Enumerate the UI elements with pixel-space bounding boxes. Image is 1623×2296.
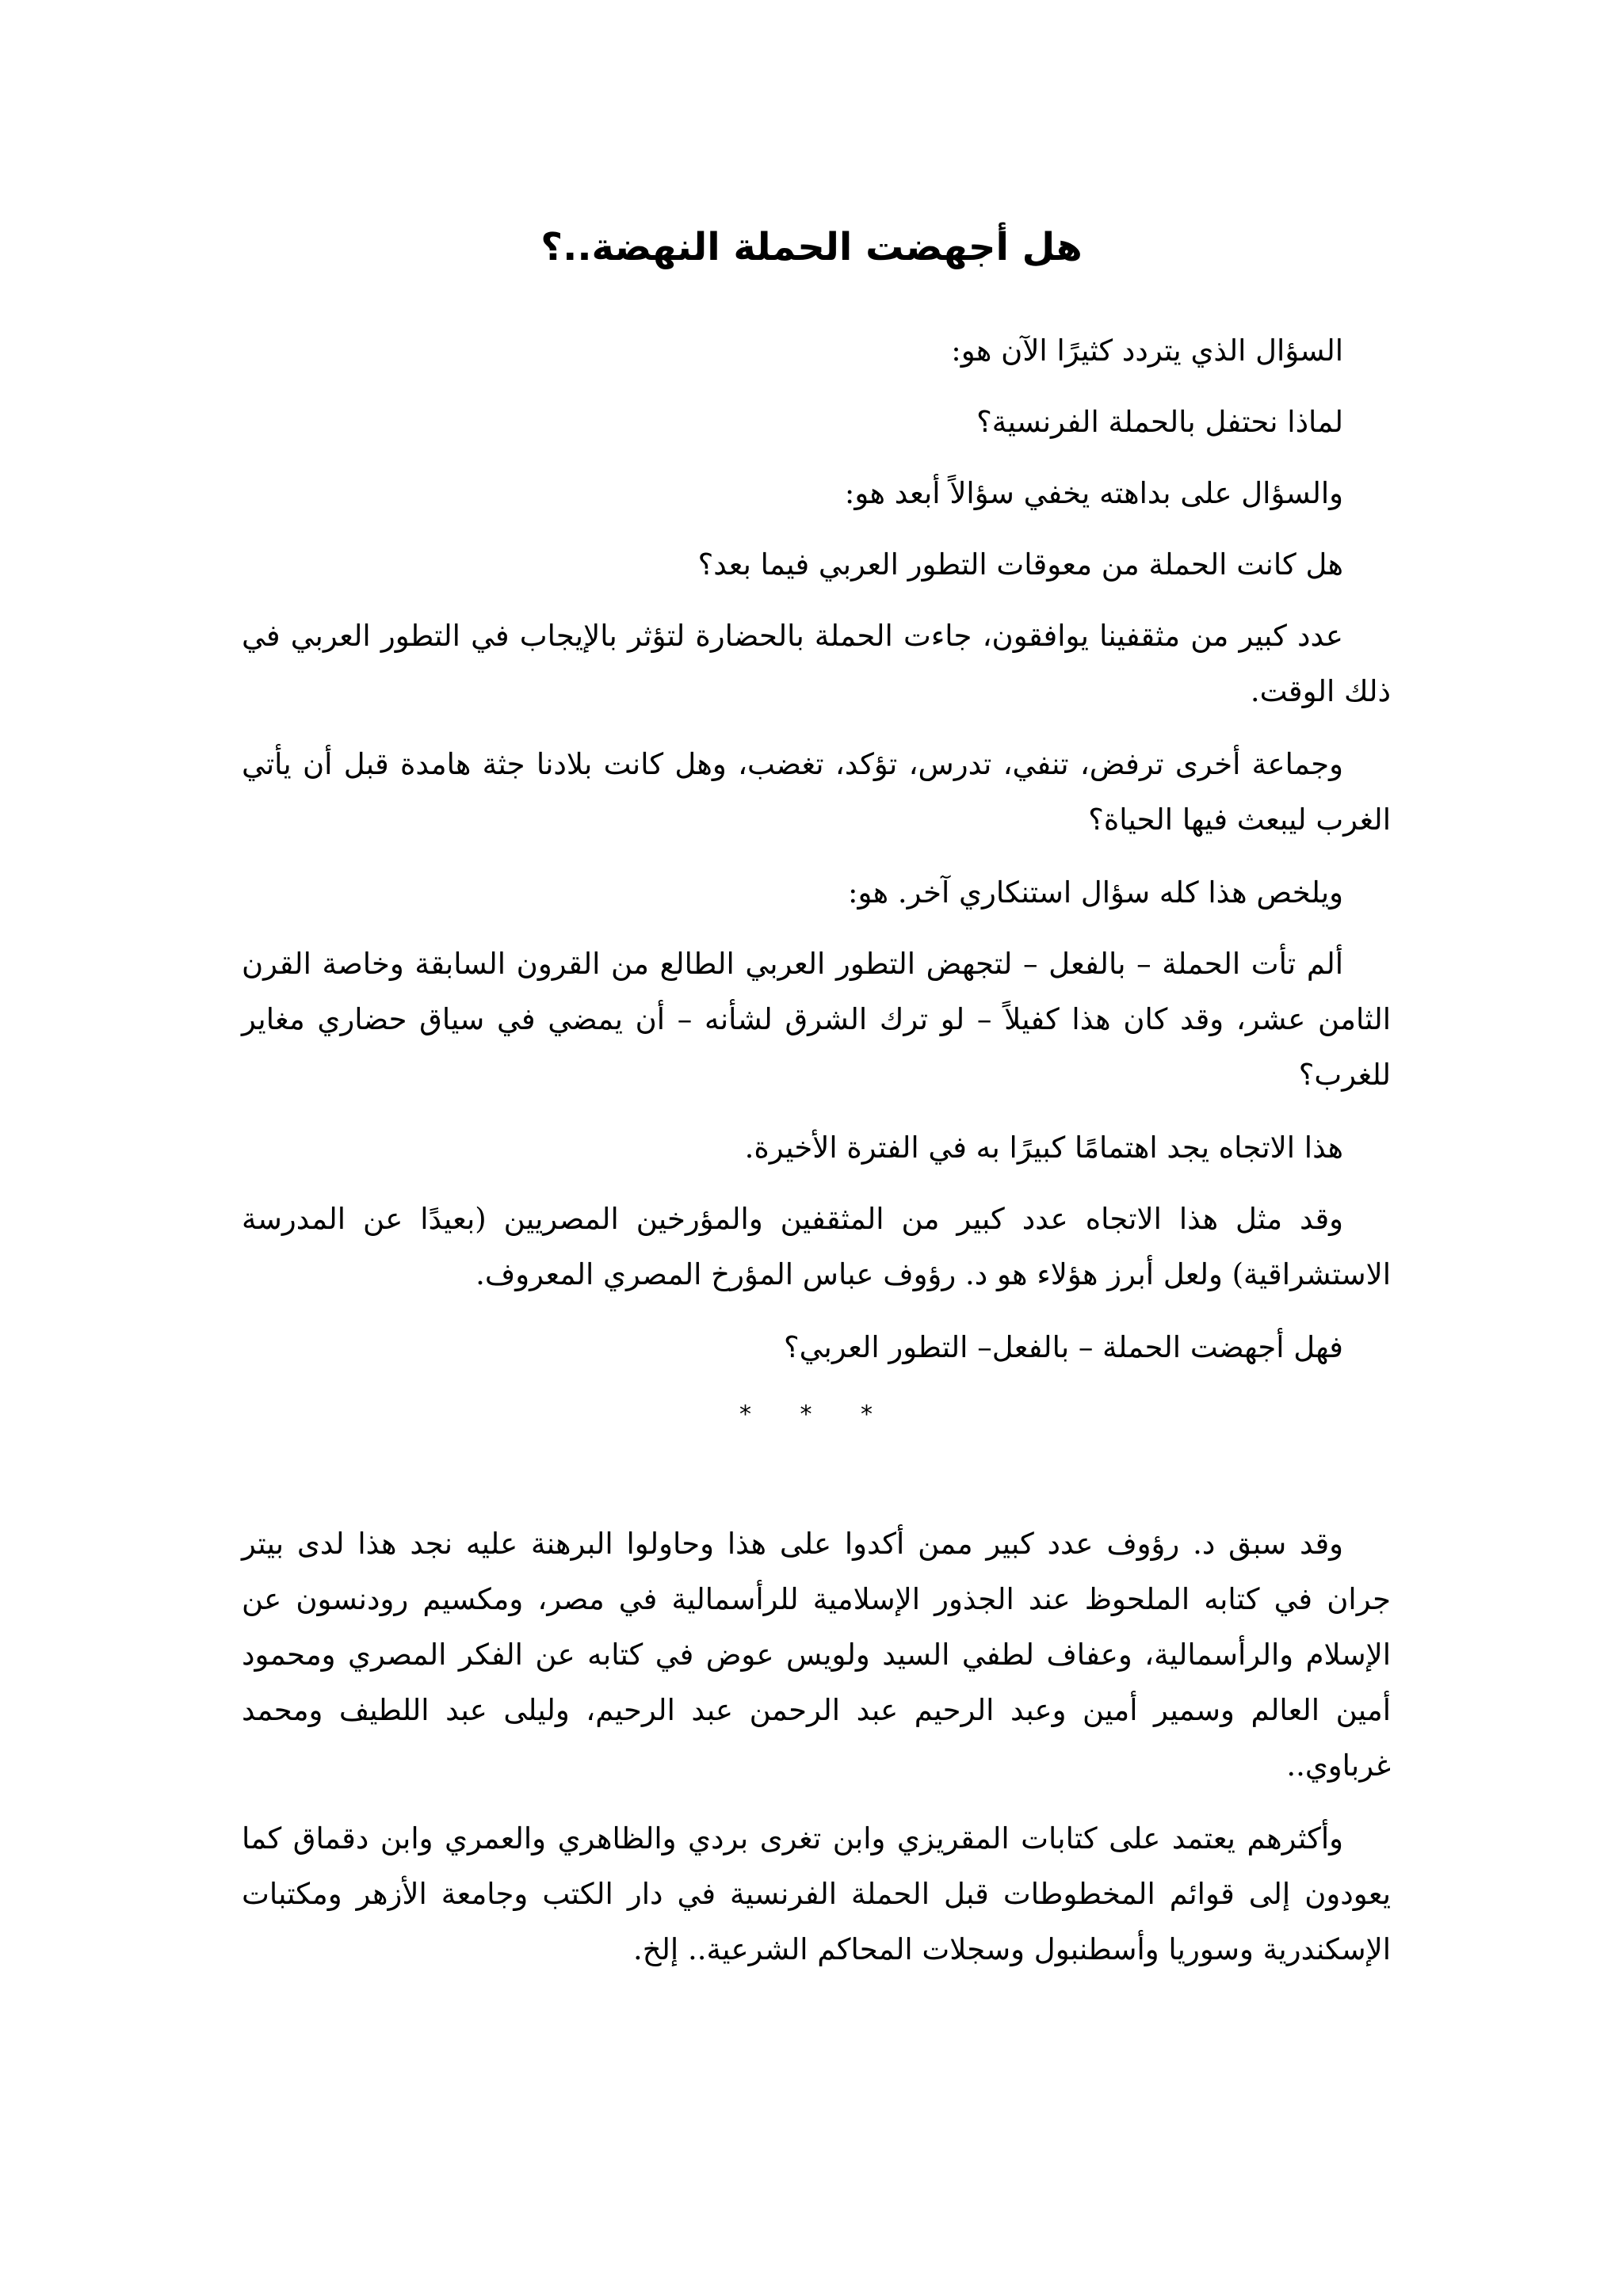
paragraph: وأكثرهم يعتمد على كتابات المقريزي وابن تغرى بردي والظاهري والعمري وابن دقماق كما يعودون إلى قوائم المخطوطات قبل الحملة الفرنسية في دار الكتب وجامعة الأزهر ومكتبات الإسكندرية وسوريا وأسطنبول وسجلات المحاكم الشرعية.. إلخ. [242, 1821, 1391, 1966]
paragraph: فهل أجهضت الحملة – بالفعل– التطور العربي؟ [784, 1330, 1343, 1364]
paragraph: وجماعة أخرى ترفض، تنفي، تدرس، تؤكد، تغضب، وهل كانت بلادنا جثة هامدة قبل أن يأتي الغرب ليبعث فيها الحياة؟ [242, 747, 1391, 837]
paragraph: عدد كبير من مثقفينا يوافقون، جاءت الحملة بالحضارة لتؤثر بالإيجاب في التطور العربي في ذلك الوقت. [242, 619, 1391, 708]
paragraph: ويلخص هذا كله سؤال استنكاري آخر. هو: [848, 875, 1343, 910]
article-body [242, 323, 1391, 1995]
paragraph: وقد مثل هذا الاتجاه عدد كبير من المثقفين والمؤرخين المصريين (بعيدًا عن المدرسة الاستشراقية) ولعل أبرز هؤلاء هو د. رؤوف عباس المؤرخ المصري المعروف. [242, 1202, 1391, 1291]
paragraph: وقد سبق د. رؤوف عدد كبير ممن أكدوا على هذا وحاولوا البرهنة عليه نجد هذا لدى بيتر جران في كتابه الملحوظ عند الجذور الإسلامية للرأسمالية في مصر، ومكسيم رودنسون عن الإسلام والرأسمالية، وعفاف لطفي السيد ولويس عوض في كتابه عن الفكر المصري ومحمود أمين العالم وسمير أمين وعبد الرحيم عبد الرحمن عبد الرحيم، وليلى عبد اللطيف ومحمد غرباوي.. [242, 1527, 1391, 1783]
paragraph: لماذا نحتفل بالحملة الفرنسية؟ [976, 405, 1343, 439]
paragraph: ألم تأت الحملة – بالفعل – لتجهض التطور العربي الطالع من القرون السابقة وخاصة القرن الثامن عشر، وقد كان هذا كفيلاً – لو ترك الشرق لشأنه – أن يمضي في سياق حضاري مغاير للغرب؟ [242, 947, 1391, 1092]
page-title: هل أجهضت الحملة النهضة..؟ [540, 225, 1083, 269]
section-separator: * * * [739, 1401, 894, 1428]
paragraph: هذا الاتجاه يجد اهتمامًا كبيرًا به في الفترة الأخيرة. [744, 1131, 1343, 1165]
paragraph: والسؤال على بداهته يخفي سؤالاً أبعد هو: [844, 476, 1343, 510]
paragraph: السؤال الذي يتردد كثيرًا الآن هو: [951, 334, 1343, 368]
paragraph: هل كانت الحملة من معوقات التطور العربي فيما بعد؟ [697, 547, 1343, 582]
